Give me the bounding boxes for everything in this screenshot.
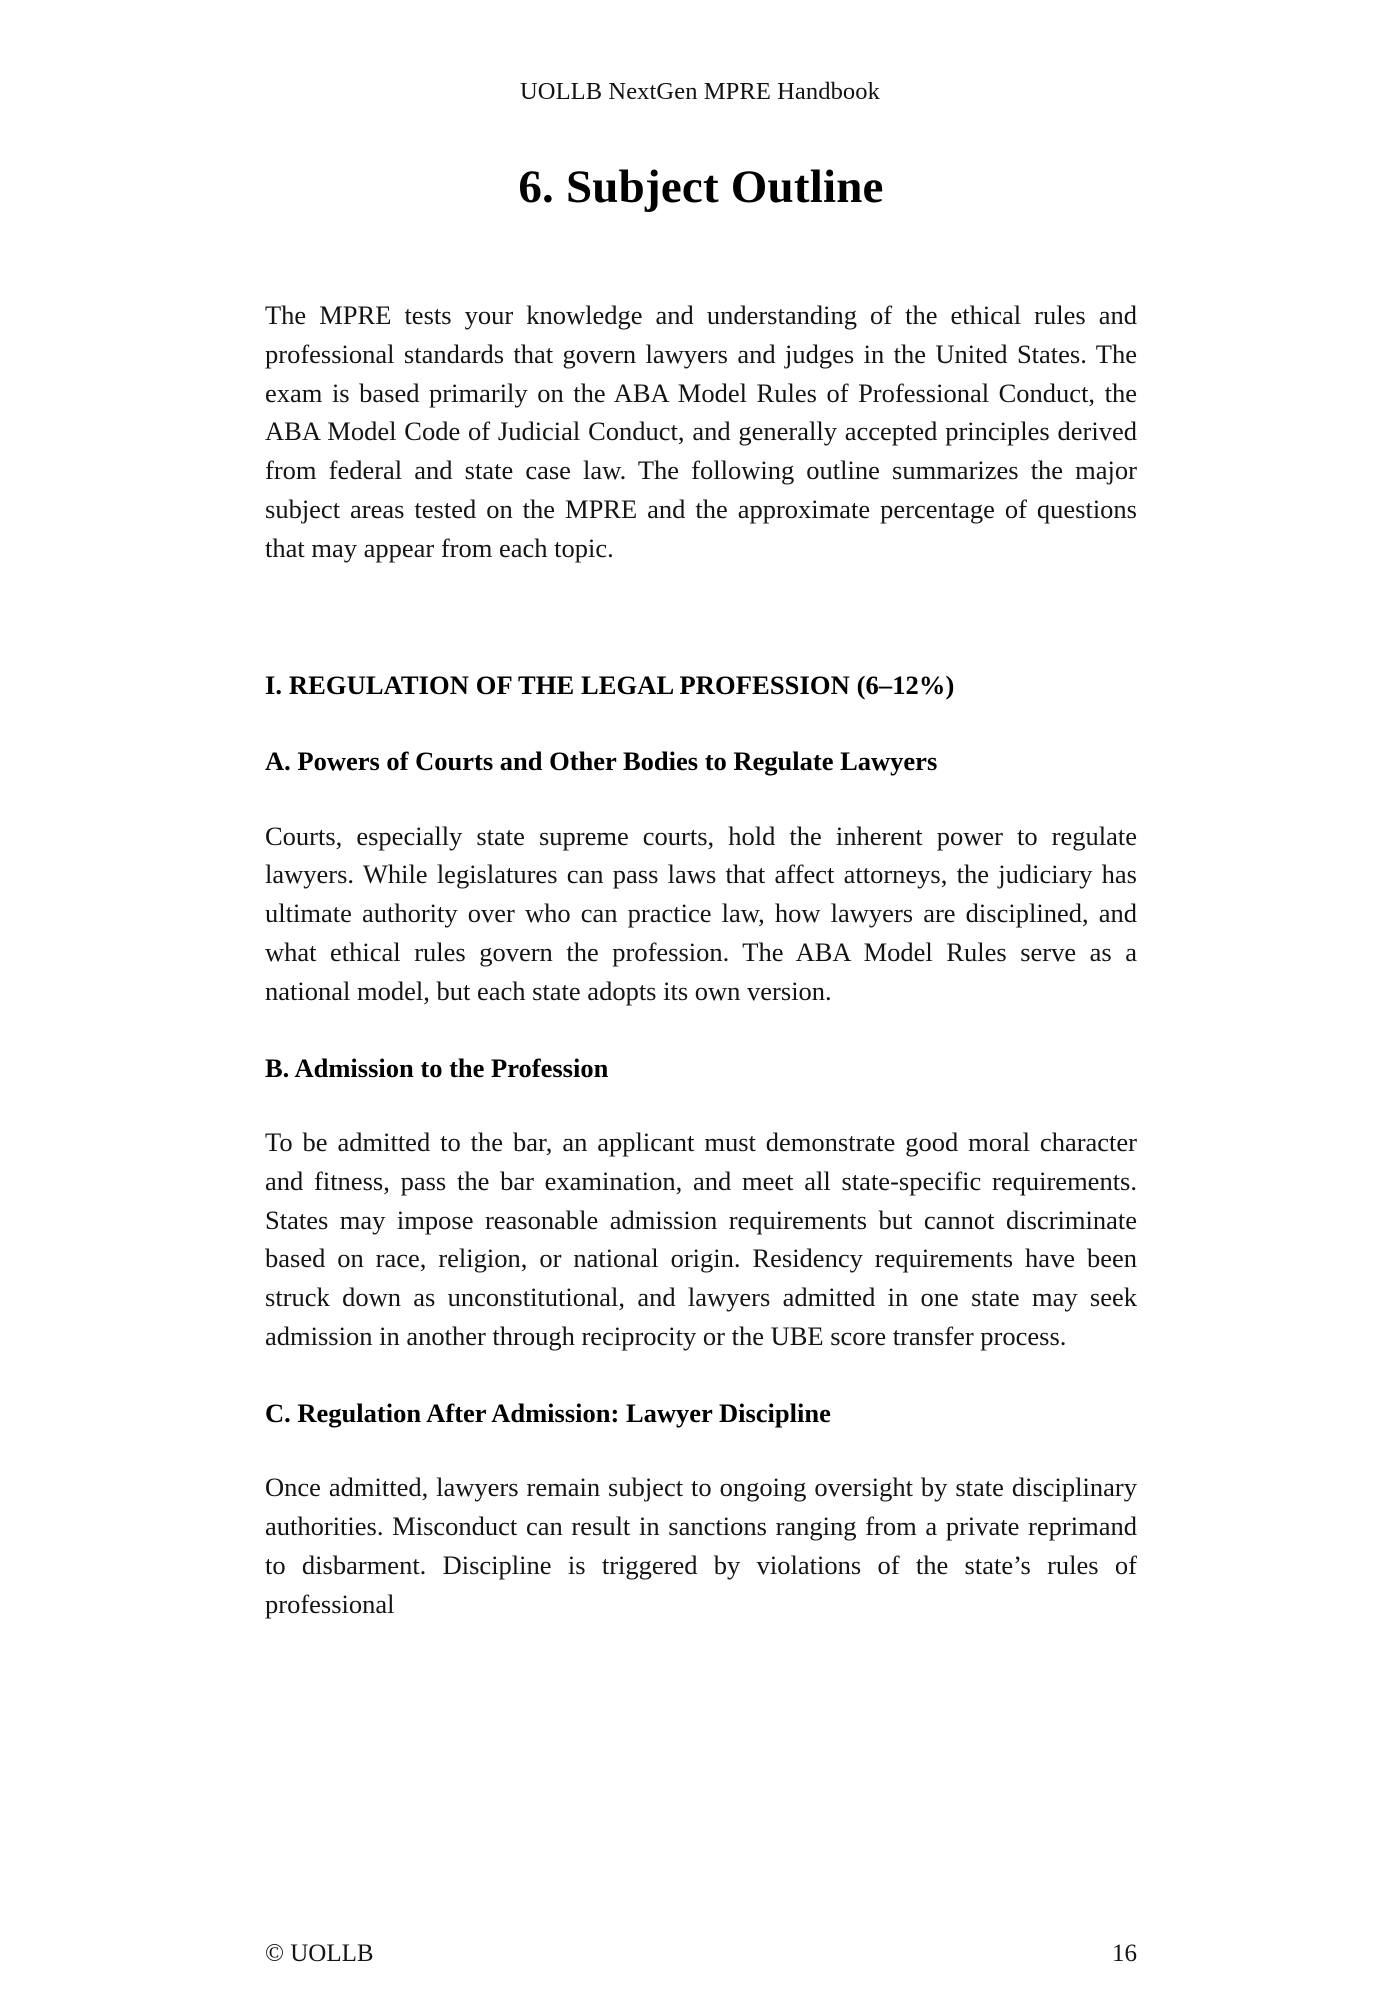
section-heading-regulation-of-the-legal-profession: I. REGULATION OF THE LEGAL PROFESSION (6–12%) [265,669,955,700]
subsection-body-b: To be admitted to the bar, an applicant must demonstrate good moral character and fitness, pass the bar examination, and meet all state-specific requirements. States may impose reasonable admission requirements but cannot discriminate based on race, religion, or national origin. Residency requirements have been struck down as unconstitutional, and lawyers admitted in one state may seek admission in another through reciprocity or the UBE score transfer process. [265,1127,1137,1352]
page-number: 16 [1112,1940,1137,1967]
subsection-body-a: Courts, especially state supreme courts, hold the inherent power to regulate lawyers. While legislatures can pass laws that affect attorneys, the judiciary has ultimate authority over who can practice law, how lawyers are disciplined, and what ethical rules govern the profession. The ABA Model Rules serve as a national model, but each state adopts its own version. [265,820,1137,1006]
subsection-heading-a: A. Powers of Courts and Other Bodies to Regulate Lawyers [265,746,938,777]
subsection-heading-b: B. Admission to the Profession [265,1052,609,1083]
page-footer [265,1940,1137,2000]
subsection-body-c: Once admitted, lawyers remain subject to ongoing oversight by state disciplinary authorities. Misconduct can result in sanctions ranging from a private reprimand to disbarment. Discipline is triggered by violations of the state’s rules of professional [265,1472,1137,1619]
subsection-heading-c: C. Regulation After Admission: Lawyer Discipline [265,1397,831,1428]
page-content [265,150,1137,1624]
document-page [150,0,1250,2000]
running-head: UOLLB NextGen MPRE Handbook [520,78,880,105]
intro-paragraph: The MPRE tests your knowledge and understanding of the ethical rules and professional standards that govern lawyers and judges in the United States. The exam is based primarily on the ABA Model Rules of Professional Conduct, the ABA Model Code of Judicial Conduct, and generally accepted principles derived from federal and state case law. The following outline summarizes the major subject areas tested on the MPRE and the approximate percentage of questions that may appear from each topic. [265,300,1137,563]
page-title: 6. Subject Outline [518,161,884,213]
copyright-notice: © UOLLB [265,1940,374,1967]
